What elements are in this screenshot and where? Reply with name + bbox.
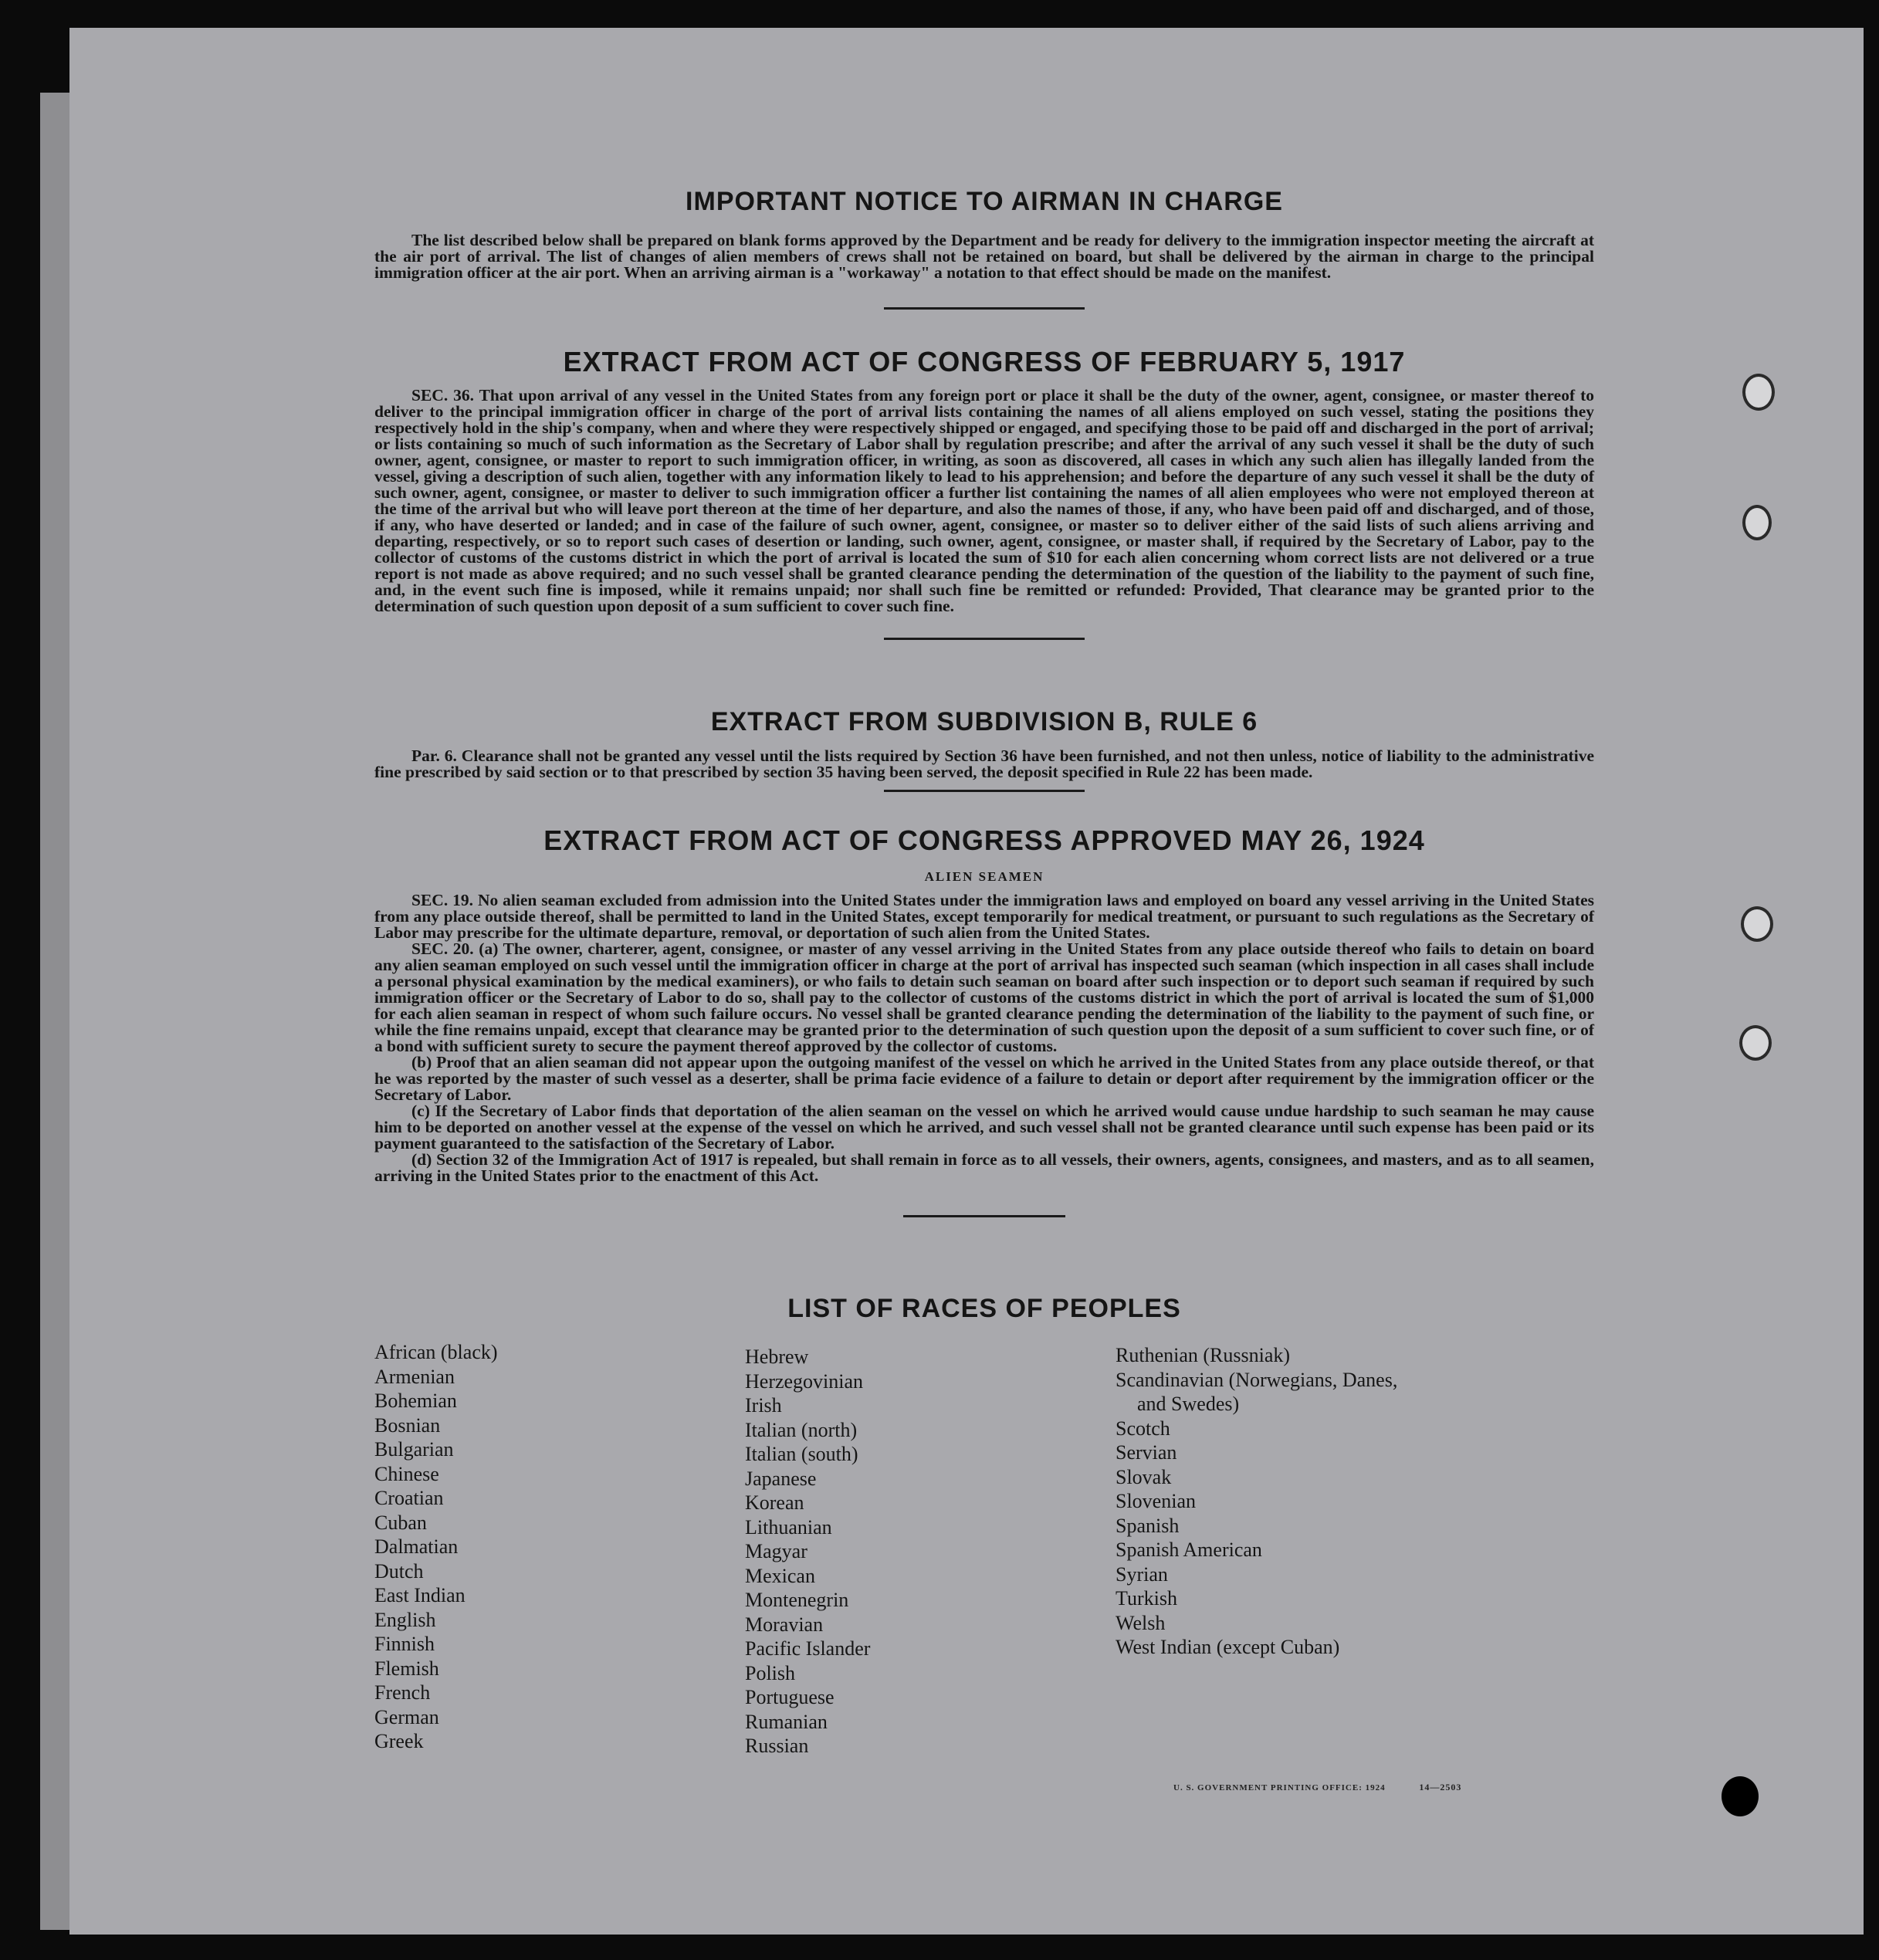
divider-3 xyxy=(884,790,1085,792)
race-item: Finnish xyxy=(374,1633,435,1655)
sec-19-body: SEC. 19. No alien seaman excluded from admission into the United States under the immigration laws and employed on board any vessel arriving in the United States from any place outside thereof, shall be permitted to land in the United States, except temporarily for medical treatment, or pursuant to such regulations as the Secretary of Labor may prescribe for the ultimate departure, removal, or deportation of such alien from the United States. xyxy=(374,891,1594,942)
divider-1 xyxy=(884,307,1085,310)
divider-4 xyxy=(903,1215,1065,1217)
race-item: Greek xyxy=(374,1730,424,1752)
notice-section xyxy=(374,187,1594,310)
race-item: Ruthenian (Russniak) xyxy=(1116,1344,1291,1366)
race-item: Italian (south) xyxy=(745,1443,858,1465)
race-item: Welsh xyxy=(1116,1611,1166,1634)
race-item: East Indian xyxy=(374,1584,466,1606)
rule6-section xyxy=(374,707,1594,792)
race-item: Flemish xyxy=(374,1657,439,1680)
race-item: English xyxy=(374,1608,436,1631)
race-item: Mexican xyxy=(745,1564,815,1587)
race-item: Servian xyxy=(1116,1441,1177,1464)
race-item: Scotch xyxy=(1116,1417,1170,1440)
act-1924-title: EXTRACT FROM ACT OF CONGRESS APPROVED MAY 26, 1924 xyxy=(543,824,1425,856)
races-title: LIST OF RACES OF PEOPLES xyxy=(787,1294,1181,1323)
race-item: Bulgarian xyxy=(374,1438,454,1461)
punch-hole-1 xyxy=(1742,374,1775,411)
race-item: Polish xyxy=(745,1661,796,1684)
races-list xyxy=(374,1340,1610,1788)
notice-title: IMPORTANT NOTICE TO AIRMAN IN CHARGE xyxy=(686,187,1283,216)
race-item: Chinese xyxy=(374,1462,439,1485)
race-item: Lithuanian xyxy=(745,1515,832,1539)
act-1917-section xyxy=(374,346,1594,640)
race-item: Japanese xyxy=(745,1467,817,1490)
rule6-title: EXTRACT FROM SUBDIVISION B, RULE 6 xyxy=(710,707,1258,736)
sec-20a-body: SEC. 20. (a) The owner, charterer, agent, consignee, or master of any vessel arriving in the United States from any place outside thereof who fails to detain on board any alien seaman employed on such vessel until the immigration officer in charge at the port of arrival has inspected such seaman (which inspection in all cases shall include a personal physical examination by the medical examiners), or who fails to detain such seaman on board after such inspection or to deport such seaman if required by such immigration officer or the Secretary of Labor to do so, shall pay to the collector of customs of the customs district in which the port of arrival is located the sum of $1,000 for each alien seaman in respect of whom such failure occurs. No vessel shall be granted clearance pending the determination of the liability to the payment of such fine, or while the fine remains unpaid, except that clearance may be granted prior to the determination of such question upon the deposit of a sum sufficient to cover such fine, or of a bond with sufficient surety to secure the payment thereof approved by the collector of customs. xyxy=(374,939,1594,1055)
race-item: African (black) xyxy=(374,1341,498,1363)
sec-20c-body: (c) If the Secretary of Labor finds that deportation of the alien seaman on the vessel on which he arrived would cause undue hardship to such seaman he may cause him to be deported on another vessel at the expense of the vessel on which he arrived, and such vessel shall not be granted clearance until such expense has been paid or its payment guaranteed to the satisfaction of the Secretary of Labor. xyxy=(374,1102,1594,1153)
rule6-body: Par. 6. Clearance shall not be granted any vessel until the lists required by Section 36 have been furnished, and not then unless, notice of liability to the administrative fine prescribed by said section or to that prescribed by section 35 having been served, the deposit specified in Rule 22 has been made. xyxy=(374,746,1594,781)
race-item: Rumanian xyxy=(745,1710,828,1733)
race-item: Spanish xyxy=(1116,1514,1180,1537)
race-item: Dalmatian xyxy=(374,1535,459,1558)
race-item: Spanish American xyxy=(1116,1539,1262,1561)
divider-2 xyxy=(884,638,1085,640)
sec-20d-body: (d) Section 32 of the Immigration Act of 1917 is repealed, but shall remain in force as to all vessels, their owners, agents, consignees, and masters, and as to all seamen, arriving in the United States prior to the enactment of this Act. xyxy=(374,1150,1594,1185)
race-item: Cuban xyxy=(374,1511,427,1534)
race-item: Korean xyxy=(745,1491,804,1514)
race-item: French xyxy=(374,1681,431,1704)
sec-20b-body: (b) Proof that an alien seaman did not appear upon the outgoing manifest of the vessel on which he arrived in the United States from any place outside thereof, or that he was reported by the master of such vessel as a deserter, shall be prima facie evidence of a failure to detain or deport after requirement by the immigration officer or the Secretary of Labor. xyxy=(374,1053,1594,1104)
race-item: Russian xyxy=(745,1735,809,1757)
races-column-1 xyxy=(374,1340,745,1754)
race-item: Syrian xyxy=(1116,1562,1168,1586)
printer-imprint: U. S. GOVERNMENT PRINTING OFFICE: 1924 xyxy=(1173,1783,1386,1792)
act-1917-title: EXTRACT FROM ACT OF CONGRESS OF FEBRUARY 5, 1917 xyxy=(563,346,1406,377)
race-item: Armenian xyxy=(374,1365,455,1388)
race-item: Bohemian xyxy=(374,1390,457,1412)
race-item: Slovak xyxy=(1116,1465,1172,1488)
race-item: German xyxy=(374,1705,439,1728)
race-item: Bosnian xyxy=(374,1413,441,1437)
race-item: Pacific Islander xyxy=(745,1637,871,1660)
document-page xyxy=(69,28,1864,1935)
race-item: Italian (north) xyxy=(745,1418,858,1441)
races-column-2 xyxy=(745,1345,1116,1759)
race-item: Magyar xyxy=(745,1540,807,1562)
race-item: Hebrew xyxy=(745,1346,809,1368)
act-1924-section xyxy=(374,824,1594,1217)
race-item: and Swedes) xyxy=(1137,1393,1240,1415)
alien-seamen-subtitle: ALIEN SEAMEN xyxy=(924,869,1044,884)
act-1917-body: SEC. 36. That upon arrival of any vessel in the United States from any foreign port or place it shall be the duty of the owner, agent, consignee, or master thereof to deliver to the principal immigration officer in charge of the port of arrival lists containing the names of all aliens employed on such vessel, stating the positions they respectively hold in the ship's company, when and where they were respectively shipped or engaged, and specifying those to be paid off and discharged in the port of arrival; or lists containing so much of such information as the Secretary of Labor shall by regulation prescribe; and after the arrival of any such vessel it shall be the duty of such owner, agent, consignee, or master to report to such immigration officer, in writing, as soon as discovered, all cases in which any such alien has illegally landed from the vessel, giving a description of such alien, together with any information likely to lead to his apprehension; and before the departure of any such vessel it shall be the duty of such owner, agent, consignee, or master to deliver to such immigration officer a further list containing the names of all alien employees who were not employed thereon at the time of the arrival but who will leave port thereon at the time of her departure, and also the names of those, if any, who have been paid off and discharged, and of those, if any, who have deserted or landed; and in case of the failure of such owner, agent, consignee, or master so to deliver either of the said lists of such aliens arriving and departing, respectively, or so to report such cases of desertion or landing, such owner, agent, consignee, or master shall, if required by the Secretary of Labor, pay to the collector of customs of the customs district in which the port of arrival is located the sum of $10 for each alien concerning whom correct lists are not delivered or a true report is not made as above required; and no such vessel shall be granted clearance pending the determination of the question of the liability to the payment of such fine, and, in the event such fine is imposed, while it remains unpaid; nor shall such fine be remitted or refunded: Provided, That clearance may be granted prior to the determination of such question upon deposit of a sum sufficient to cover such fine. xyxy=(374,386,1594,615)
races-column-3 xyxy=(1116,1343,1486,1660)
form-number: 14—2503 xyxy=(1419,1782,1462,1792)
race-item: Portuguese xyxy=(745,1686,835,1708)
punch-hole-5 xyxy=(1722,1776,1759,1816)
race-item: Croatian xyxy=(374,1487,444,1509)
print-footer xyxy=(1173,1782,1461,1793)
race-item: Moravian xyxy=(745,1613,824,1636)
race-item: Herzegovinian xyxy=(745,1369,864,1393)
race-item: West Indian (except Cuban) xyxy=(1116,1636,1340,1658)
punch-hole-3 xyxy=(1741,906,1773,942)
races-heading xyxy=(374,1294,1594,1324)
race-item: Scandinavian (Norwegians, Danes, xyxy=(1116,1368,1398,1391)
race-item: Slovenian xyxy=(1116,1490,1196,1512)
notice-body: The list described below shall be prepared on blank forms approved by the Department and be ready for delivery to the immigration inspector meeting the aircraft at the air port of arrival. The list of changes of alien members of crews shall not be retained on board, but shall be delivered by the airman in charge to the principal immigration officer at the air port. When an arriving airman is a "workaway" a notation to that effect should be made on the manifest. xyxy=(374,231,1594,282)
punch-hole-4 xyxy=(1739,1025,1772,1061)
punch-hole-2 xyxy=(1742,505,1772,540)
race-item: Dutch xyxy=(374,1559,424,1583)
race-item: Irish xyxy=(745,1394,782,1417)
race-item: Turkish xyxy=(1116,1587,1177,1610)
race-item: Montenegrin xyxy=(745,1589,849,1611)
